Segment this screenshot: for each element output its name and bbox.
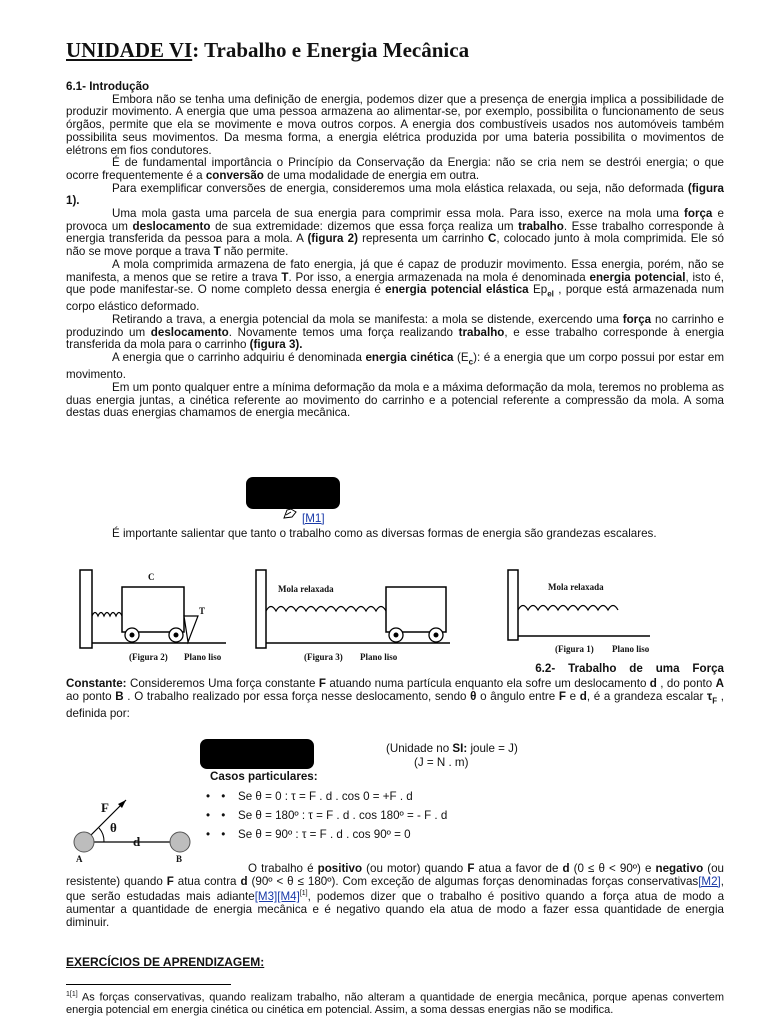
particle-a	[74, 832, 94, 852]
bold-term: deslocamento	[132, 219, 211, 233]
title-rest: : Trabalho e Energia Mecânica	[192, 38, 470, 62]
wheel-hub	[130, 633, 135, 638]
text: Consideremos Uma força constante	[126, 677, 319, 690]
bold-term: C	[488, 232, 497, 246]
case-item	[206, 806, 447, 825]
text: representa um carrinho	[357, 232, 489, 246]
cases-title: Casos particulares:	[210, 770, 318, 783]
text: A mola comprimida armazena de fato energia, já que é capaz de produzir movimento. Essa energia, porém, não se manifesta, a menos que se retire a trava	[66, 257, 724, 284]
cases-list	[206, 787, 447, 844]
paragraph-62-2	[66, 863, 724, 929]
bold-term: trabalho	[458, 325, 505, 339]
paragraph-8: Em um ponto qualquer entre a mínima deformação da mola e a máxima deformação da mola, teremos no problema as duas energia juntas, a cinética referente ao movimento do carrinho e a potencial referente a compressão da mola. A soma destas duas energias chamamos de energia mecânica.	[66, 380, 724, 420]
relaxed-spring	[266, 607, 386, 612]
paragraph-3	[66, 183, 724, 208]
text: (90º < θ ≤ 180º). Com exceção de algumas forças denominadas forças conservativas	[247, 874, 699, 888]
bold-term: θ	[470, 689, 477, 703]
diagram-label-a: A	[76, 854, 83, 864]
text: , definida por:	[66, 689, 725, 720]
cart-c	[122, 587, 184, 632]
text: (ou motor) quando	[362, 862, 468, 875]
text: e provoca um	[66, 207, 724, 233]
bold-term: F	[558, 689, 566, 703]
diagram-label-theta: θ	[110, 820, 117, 835]
case-item	[206, 825, 447, 844]
diagram-label-b: B	[176, 854, 183, 864]
paragraph-7	[66, 352, 724, 382]
section-trabalho-forca	[66, 678, 724, 720]
footnote-mark: 1[1]	[66, 991, 78, 998]
bold-term: (figura 2)	[307, 232, 358, 246]
section-heading-62: 6.2- Trabalho de uma Força	[535, 662, 724, 675]
bold-term: deslocamento	[150, 325, 229, 339]
case-item	[206, 787, 447, 806]
label-c: C	[148, 572, 155, 582]
text: de sua extremidade: dizemos que essa força realiza um	[210, 219, 519, 233]
bold-term: (figura 1).	[66, 181, 724, 208]
angle-arc	[99, 828, 104, 842]
figure-2-diagram	[76, 566, 236, 664]
wall	[256, 570, 266, 648]
plano-liso-label: Plano liso	[184, 652, 222, 662]
paragraph-62-2-text	[66, 863, 724, 929]
text: , e esse trabalho corresponde à energia transferida da mola para o carrinho	[66, 325, 724, 352]
subscript: F	[712, 696, 718, 706]
figure-3-caption: (Figura 3)	[304, 652, 343, 662]
bullet: • •	[206, 809, 230, 822]
bold-term: positivo	[317, 862, 363, 875]
bold-term: conversão	[205, 168, 264, 182]
text: atua contra	[173, 874, 241, 888]
plano-liso-label: Plano liso	[612, 644, 650, 654]
bold-term: energia cinética	[365, 351, 454, 365]
bold-term: d	[562, 862, 570, 875]
paragraph-9: É importante salientar que tanto o trabalho como as diversas formas de energia são grandezas escalares.	[112, 527, 657, 540]
plano-liso-label: Plano liso	[360, 652, 398, 662]
paragraph-1: Embora não se tenha uma definição de energia, podemos dizer que a presença de energia implica a possibilidade de produzir movimento. A energia que uma pessoa armazena ao alimentar-se, por exemplo, possibilita o funcionamento de seus órgãos, permite que ela se movimente e mova outros corpos. A energia dos combustíveis usados nos automóveis também possibilita seus movimentos. Da mesma forma, a energia elétrica produzida por uma bateria possibilita o movimentos de elétrons em fios condutores.	[66, 92, 724, 157]
bold-term: τ	[707, 689, 713, 703]
text: É de fundamental importância o Princípio da Conservação da Energia: não se cria nem se destrói energia; o que ocorre frequentemente é a	[66, 156, 724, 182]
text: Para exemplificar conversões de energia, consideremos uma mola elástica relaxada, ou seja, não deformada	[112, 181, 688, 195]
text: , que serão estudadas mais adiante	[66, 874, 724, 904]
wall	[80, 570, 92, 648]
text: ): é a energia que um corpo possui por estar em movimento.	[66, 351, 724, 382]
case-text: Se θ = 180º : τ = F . d . cos 180º = - F . d	[238, 809, 448, 822]
footnote-divider	[66, 984, 231, 985]
diagram-label-d: d	[133, 834, 141, 849]
text: , podemos dizer que o trabalho é positivo quando a força atua de modo a aumentar a quantidade de energia mecânica e é negativo quando ela atua de modo a fazer essa quantidade de energia diminuir.	[66, 890, 725, 929]
text: atua a favor de	[474, 862, 563, 875]
wheel-hub	[394, 633, 399, 638]
figure-3-diagram	[252, 566, 452, 664]
bullet: • •	[206, 828, 230, 841]
text: e	[565, 689, 580, 703]
cart	[386, 587, 446, 632]
bold-term: F	[318, 677, 326, 690]
section-heading-intro: 6.1- Introdução	[66, 80, 150, 93]
bold-term: F	[467, 862, 475, 875]
diagram-label-f: F	[101, 800, 109, 815]
text: Ep	[528, 283, 548, 297]
bold-term: (figura 3).	[249, 338, 303, 352]
bold-term: força	[622, 312, 652, 326]
comment-link-m1[interactable]: [M1]	[302, 512, 325, 525]
mola-relaxada-label-fig1: Mola relaxada	[548, 582, 604, 592]
comment-link-m2[interactable]: [M2]	[698, 874, 721, 888]
paragraph-2	[66, 157, 724, 182]
text: Uma mola gasta uma parcela de sua energia para comprimir essa mola. Para isso, exerce na mola uma	[112, 207, 685, 221]
paragraph-4	[66, 208, 724, 259]
particle-b	[170, 832, 190, 852]
bold-term: A	[715, 677, 724, 690]
text: atuando numa partícula enquanto ela sofre um deslocamento	[325, 677, 650, 690]
page-title	[66, 38, 469, 63]
figure-2-caption: (Figura 2)	[129, 652, 168, 662]
bold-term: negativo	[655, 862, 704, 875]
text: Retirando a trava, a energia potencial da mola se manifesta: a mola se distende, exercendo uma	[112, 312, 623, 326]
text: . Novamente temos uma força realizando	[228, 325, 459, 339]
redacted-formula-energy	[246, 477, 340, 509]
wall	[508, 570, 518, 640]
unit-note-line1	[386, 742, 518, 755]
redacted-formula-work	[200, 739, 314, 769]
bold-term: B	[115, 689, 124, 703]
footnote-text: As forças conservativas, quando realizam trabalho, não alteram a quantidade de energia mecânica, porque apenas convertem energia potencial em energia cinética ou cinética em potencial. Assim, a soma dessas energias não se modifica.	[66, 991, 724, 1017]
wheel-hub	[434, 633, 439, 638]
bold-term: força	[684, 207, 713, 221]
bold-term: SI:	[452, 742, 468, 755]
bold-term: d	[579, 689, 587, 703]
exercises-heading: EXERCÍCIOS DE APRENDIZAGEM:	[66, 955, 265, 969]
bold-term: d	[240, 874, 248, 888]
title-unit: UNIDADE VI	[66, 38, 193, 62]
figure-1-diagram	[504, 566, 654, 646]
bold-term: energia potencial elástica	[385, 283, 529, 297]
text: de uma modalidade de energia em outra.	[263, 168, 480, 182]
figure-1-caption: (Figura 1)	[555, 644, 594, 654]
text: no carrinho e produzindo um	[66, 312, 724, 339]
section-introducao	[66, 81, 724, 420]
bold-term: trabalho	[518, 219, 564, 233]
comment-icon[interactable]	[282, 506, 298, 523]
relaxed-spring	[518, 606, 618, 611]
subscript: el	[547, 289, 554, 299]
trava-t	[184, 616, 198, 642]
text: . O trabalho realizado por essa força nesse deslocamento, sendo	[123, 689, 471, 703]
paragraph-5	[66, 259, 724, 314]
bold-term: T	[213, 245, 221, 259]
text: . Por isso, a energia armazenada na mola é denominada	[288, 270, 590, 284]
text: (E	[453, 351, 469, 365]
bold-term: F	[166, 874, 174, 888]
unit-note-line2: (J = N . m)	[414, 756, 469, 769]
label-t: T	[199, 606, 206, 616]
footnote	[66, 989, 724, 1017]
text: ao ponto	[66, 689, 116, 703]
case-text: Se θ = 90º : τ = F . d . cos 90º = 0	[238, 828, 411, 841]
text: , porque está armazenada num corpo elástico deformado.	[66, 283, 725, 314]
bold-term: energia potencial	[589, 270, 686, 284]
text: o ângulo entre	[476, 689, 559, 703]
mola-relaxada-label-fig3: Mola relaxada	[278, 584, 334, 594]
text: , isto é, que pode manifestar-se. O nome completo dessa energia é	[66, 270, 724, 297]
footnote-ref[interactable]: [1]	[299, 890, 308, 898]
pencil-note-icon	[282, 506, 298, 520]
text: (ou resistente) quando	[66, 862, 724, 888]
text: (0 ≤ θ < 90º) e	[569, 862, 656, 875]
wheel-hub	[174, 633, 179, 638]
text: A energia que o carrinho adquiriu é denominada	[112, 351, 366, 365]
text: não permite.	[220, 245, 289, 259]
paragraph-62-1	[66, 678, 724, 720]
comment-link-m4[interactable]: [M4]	[277, 890, 300, 904]
case-text: Se θ = 0 : τ = F . d . cos 0 = +F . d	[238, 790, 413, 803]
bold-term: T	[281, 270, 289, 284]
text: joule = J)	[467, 742, 518, 755]
text: , é a grandeza escalar	[586, 689, 708, 703]
bullet: • •	[206, 790, 230, 803]
text: (Unidade no	[386, 742, 453, 755]
text: , do ponto	[656, 677, 716, 690]
comment-link-m3[interactable]: [M3]	[254, 890, 278, 904]
bold-term: d	[649, 677, 657, 690]
text: , colocado junto à mola comprimida. Ele só não se move porque a trava	[66, 232, 724, 259]
text: O trabalho é	[248, 862, 318, 875]
text: . Esse trabalho corresponde à energia transferida da pessoa para a mola. A	[66, 219, 725, 246]
paragraph-6	[66, 314, 724, 352]
bold-term: Constante:	[66, 677, 127, 690]
subscript: c	[468, 357, 474, 367]
